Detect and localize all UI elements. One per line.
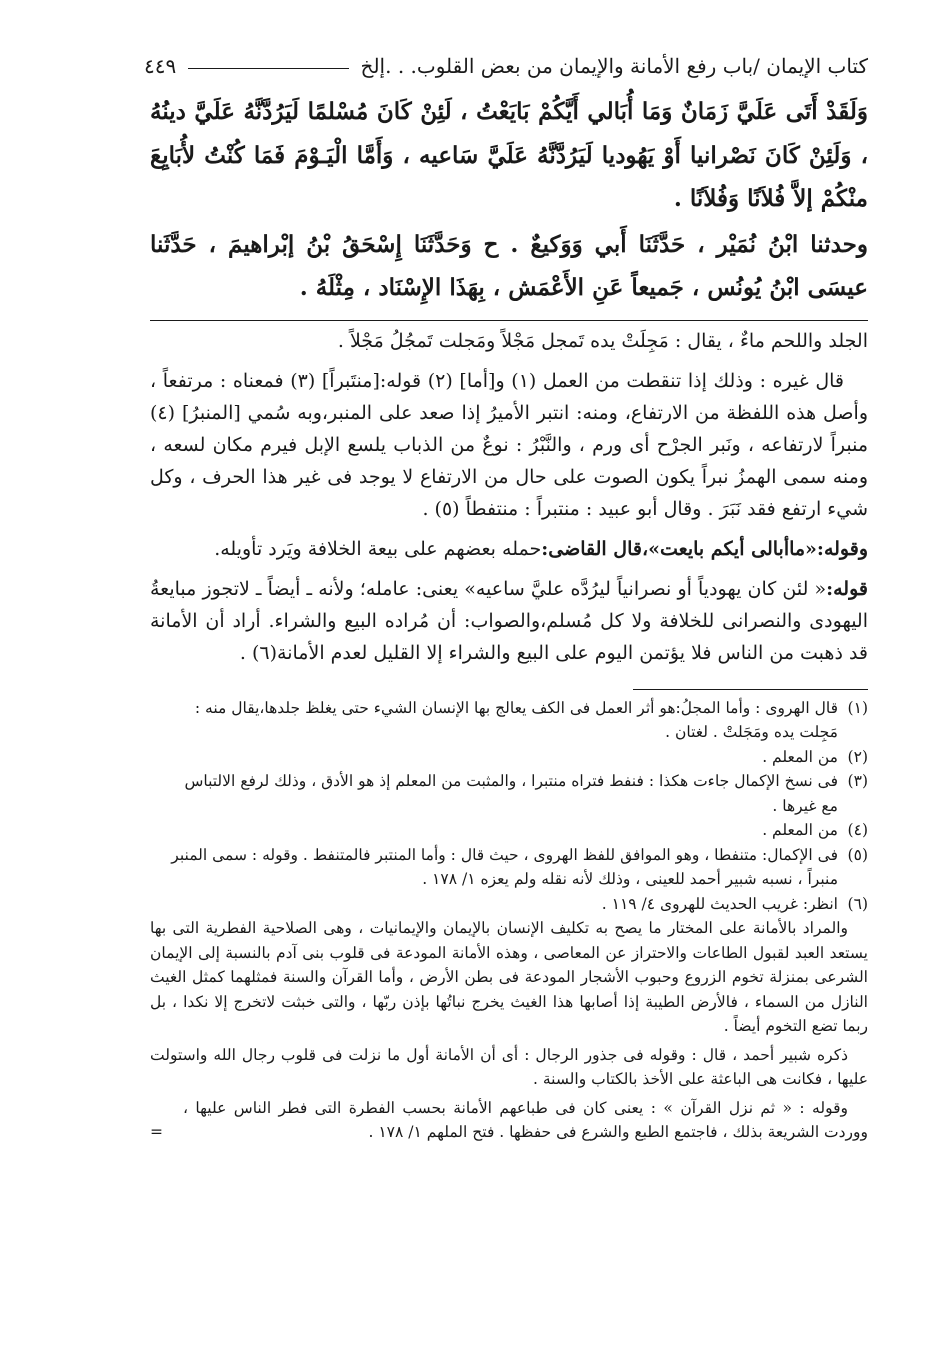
footnote-number: (٤) [847, 821, 868, 839]
header-title: كتاب الإيمان /باب رفع الأمانة والإيمان من بعض القلوب. . .إلخ [360, 54, 868, 78]
footnote-text: فى الإكمال: متنفطا ، وهو الموافق للفظ الهروى ، حيث قال : وأما المنتبر فالمتنفط . وقوله : سمى المنبر [171, 845, 838, 864]
commentary-lead: قوله: [826, 577, 868, 600]
qadi-label: قال القاضى: [541, 537, 642, 560]
footnote-continuation: مع غيرها . [772, 796, 838, 815]
footnote-2 [150, 745, 868, 770]
commentary [150, 325, 868, 669]
footnotes [150, 696, 868, 1145]
hadith-text [150, 90, 868, 310]
footnote-text: انظر: غريب الحديث للهروى ٤/ ١١٩ . [601, 894, 838, 913]
running-header [144, 48, 868, 84]
footnote-6 [150, 892, 868, 917]
note-paragraph-2: ذكره شبير أحمد ، قال : وقوله فى جذور الرجال : أى أن الأمانة أول ما نزلت فى قلوب رجال الله واستولت عليها ، فكانت هى الباعثة على الأخذ بالكتاب والسنة . [150, 1045, 868, 1088]
commentary-paragraph-4 [150, 573, 868, 669]
footnote-divider [633, 689, 868, 690]
footnote-number: (٦) [847, 894, 868, 913]
page-number: ٤٤٩ [144, 54, 177, 78]
hadith-paragraph-1: وَلَقَدْ أَتَى عَلَيَّ زَمَانٌ وَمَا أُبَالي أَيَّكُمْ بَايَعْتُ ، لَئِنْ كَانَ مُسْلمًا لَيَرُدَّنَّهُ عَلَيَّ دينُهُ ، وَلَئِنْ كَانَ نَصْرانيا أَوْ يَهُوديا لَيَرُدَّنَّهُ عَلَيَّ سَاعيه ، وَأَمَّا الْيَـوْمَ فَمَا كُنْتُ لأُبَايِعَ منْكُمْ إلاَّ فُلاَنًا وَفُلاَنًا . [150, 98, 868, 212]
book-page [144, 48, 868, 1145]
footnote-3 [150, 769, 868, 794]
footnote-number: (٢) [847, 747, 868, 766]
commentary-text: « لئن كان يهودياً أو نصرانياً ليرُدَّه عليَّ ساعيه» يعنى: عامله؛ ولأنه ـ أيضاً ـ لاتجوز مبايعةُ اليهودى والنصرانى للخلافة ولا كل مُسلم،والصواب: أن مُراده البيع والشراء. أراد أن الأمانة قد ذهبت من الناس فلا يؤتمن اليوم على البيع والشراء إلا القليل لعدم الأمانة(٦) . [150, 577, 868, 664]
hadith-paragraph-2: وحدثنا ابْنُ نُمَيْر ، حَدَّثَنَا أَبي وَوَكيعٌ . ح وَحَدَّثَنَا إِسْحَقُ بْنُ إبْراهيمَ ، حَدَّثَنا عيسَى ابْنُ يُونُس ، جَميعاً عَنِ الأَعْمَش ، بِهَذَا الإِسْنَاد ، مِثْلَهُ . [150, 230, 868, 301]
footnote-5 [150, 843, 868, 868]
footnote-4 [150, 818, 868, 843]
commentary-paragraph-2: قال غيره : وذلك إذا تنقطت من العمل (١) و[أما] (٢) قوله:[منتَبراً] (٣) فمعناه : مرتفعاً ، وأصل هذه اللفظة من الارتفاع، ومنه: انتبر الأميرُ إذا صعد على المنبر،وبه سُمي [المنبرُ] (٤) منبراً لارتفاعه ، ونَبر الجرْح أى ورم ، والنَّبْرُ : نوعٌ من الذباب يلسع الإبل فيرم مكان لسعه ، ومنه سمى الهمزُ نبراً يكون الصوت على حال من الارتفاع لا يوجد فى غير هذا الحرف ، وكل شيء ارتفع فقد نَبَرَ . وقال أبو عبيد : منتبراً : منتفطاً (٥) . [150, 369, 868, 520]
commentary-text: حمله بعضهم على بيعة الخلافة ويَرد تأويله. [214, 537, 542, 560]
footnote-text: من المعلم . [762, 747, 838, 766]
commentary-paragraph-1: الجلد واللحم ماءٌ ، يقال : مَجِلَتْ يده تَمجل مَجْلاً ومَجلت تَمجُلُ مَجْلاً . [337, 329, 868, 352]
footnote-number: (٣) [847, 772, 868, 790]
footnote-text: فى نسخ الإكمال جاءت هكذا : فنفط فتراه منتبرا ، والمثبت من المعلم إذ هو الأدق ، وذلك لرفع الالتباس [184, 772, 838, 790]
header-rule [188, 68, 348, 69]
note-paragraph-1: والمراد بالأمانة على المختار ما يصح به تكليف الإنسان بالإيمان والإيمانيات ، وهى الصلاحية الفطرية التى بها يستعد العبد لقبول الطاعات والاحتراز عن المعاصى ، وهذه الأمانة المودعة فى قلوب بنى آدم بالنسبة إلى الإيمان الشرعى بمنزلة تخوم الزروع وحبوب الأشجار المودعة فى بطن الأرض ، وأما القرآن والسنة فمثلهما كمثل الغيث النازل من السماء ، فالأرض الطيبة إذا أصابها هذا الغيث يخرج نباتُها بإذن ربّها ، والتى خبثت لاتخرج إلا نكدا ، بل ربما تضع التخوم أيضاً . [150, 919, 868, 1035]
commentary-paragraph-3 [150, 533, 868, 565]
footnote-text: قال الهروى : وأما المجلُ:هو أثر العمل فى الكف يعالج بها الإنسان الشيء حتى يغلظ جلدها،يقال منه : [194, 698, 838, 717]
main-divider [150, 320, 868, 321]
footnote-1 [150, 696, 868, 721]
footnote-number: (٥) [847, 845, 868, 864]
note-paragraph-3-wrap [150, 1092, 868, 1145]
footnote-number: (١) [847, 698, 868, 717]
footnote-continuation: منبراً ، نسبه شبير أحمد للعينى ، وذلك لأنه نقله ولم يعزه ١/ ١٧٨ . [422, 870, 838, 888]
footnote-continuation: مَجِلت يده ومَجَلتْ . لغتان . [665, 723, 838, 741]
commentary-lead: وقوله:«ماأبالى أيكم بايعت»، [641, 537, 868, 560]
footnote-text: من المعلم . [762, 821, 838, 839]
note-paragraph-3: وقوله : « ثم نزل القرآن » : يعنى كان فى طباعهم الأمانة بحسب الفطرة التى فطر الناس عليها ، ووردت الشريعة بذلك ، فاجتمع الطبع والشرع فى حفظها . فتح الملهم ١/ ١٧٨ . [183, 1098, 868, 1141]
continued-mark: = [150, 1123, 163, 1141]
